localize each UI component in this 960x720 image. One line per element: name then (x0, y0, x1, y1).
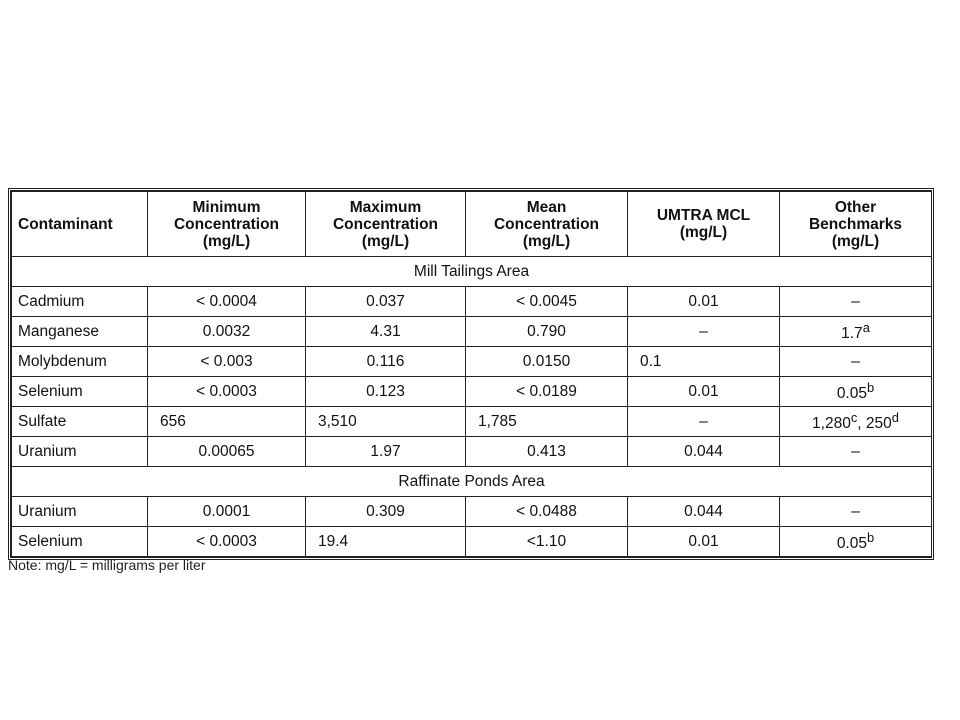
footnote-marker: a (862, 319, 870, 335)
contaminant-cell: Uranium (12, 497, 148, 527)
mean-cell: < 0.0488 (466, 497, 628, 527)
header-maximum: Maximum Concentration (mg/L) (306, 192, 466, 257)
section-title: Raffinate Ponds Area (12, 467, 932, 497)
mean-cell: < 0.0045 (466, 287, 628, 317)
contaminant-cell: Molybdenum (12, 347, 148, 377)
mcl-cell: 0.044 (628, 497, 780, 527)
mcl-cell: 0.01 (628, 527, 780, 557)
header-contaminant: Contaminant (12, 192, 148, 257)
header-other-benchmarks: Other Benchmarks (mg/L) (780, 192, 932, 257)
concentration-table (11, 191, 932, 557)
table-row (12, 287, 932, 317)
other-cell: – (780, 497, 932, 527)
min-cell: 0.0001 (148, 497, 306, 527)
mcl-cell: 0.01 (628, 287, 780, 317)
contaminant-cell: Uranium (12, 437, 148, 467)
max-cell: 0.116 (306, 347, 466, 377)
concentration-table-frame (8, 188, 934, 560)
table-row (12, 527, 932, 557)
footnote-marker: b (866, 529, 875, 545)
table-row (12, 497, 932, 527)
header-umtra-mcl: UMTRA MCL (mg/L) (628, 192, 780, 257)
header-mean: Mean Concentration (mg/L) (466, 192, 628, 257)
mcl-cell: 0.01 (628, 377, 780, 407)
mean-cell: <1.10 (466, 527, 628, 557)
table-note: Note: mg/L = milligrams per liter (8, 557, 206, 573)
section-row-mill-tailings (12, 257, 932, 287)
mean-cell: < 0.0189 (466, 377, 628, 407)
min-cell: < 0.0004 (148, 287, 306, 317)
other-cell: 0.05$^b$ (780, 527, 932, 557)
section-title: Mill Tailings Area (12, 257, 932, 287)
max-cell: 19.4 (306, 527, 466, 557)
mean-cell: 0.790 (466, 317, 628, 347)
mcl-cell: 0.1 (628, 347, 780, 377)
section-row-raffinate-ponds (12, 467, 932, 497)
other-cell: 1,280$^c$, 250$^d$ (780, 407, 932, 437)
table-row (12, 317, 932, 347)
contaminant-cell: Sulfate (12, 407, 148, 437)
min-cell: < 0.0003 (148, 527, 306, 557)
contaminant-cell: Manganese (12, 317, 148, 347)
max-cell: 0.309 (306, 497, 466, 527)
contaminant-cell: Cadmium (12, 287, 148, 317)
header-minimum: Minimum Concentration (mg/L) (148, 192, 306, 257)
mcl-cell: – (628, 407, 780, 437)
table-row (12, 407, 932, 437)
table-row (12, 347, 932, 377)
max-cell: 1.97 (306, 437, 466, 467)
other-cell: 0.05$^b$ (780, 377, 932, 407)
mean-cell: 0.0150 (466, 347, 628, 377)
other-cell: – (780, 287, 932, 317)
min-cell: 656 (148, 407, 306, 437)
footnote-marker: b (866, 379, 875, 395)
mean-cell: 1,785 (466, 407, 628, 437)
max-cell: 0.037 (306, 287, 466, 317)
other-cell: – (780, 347, 932, 377)
max-cell: 0.123 (306, 377, 466, 407)
max-cell: 4.31 (306, 317, 466, 347)
mean-cell: 0.413 (466, 437, 628, 467)
header-row (12, 192, 932, 257)
min-cell: 0.00065 (148, 437, 306, 467)
mcl-cell: 0.044 (628, 437, 780, 467)
max-cell: 3,510 (306, 407, 466, 437)
table-row (12, 377, 932, 407)
min-cell: < 0.0003 (148, 377, 306, 407)
contaminant-cell: Selenium (12, 527, 148, 557)
min-cell: 0.0032 (148, 317, 306, 347)
other-cell: 1.7$^a$ (780, 317, 932, 347)
table-row (12, 437, 932, 467)
min-cell: < 0.003 (148, 347, 306, 377)
table-note-cropped (8, 557, 308, 573)
contaminant-cell: Selenium (12, 377, 148, 407)
other-cell: – (780, 437, 932, 467)
mcl-cell: – (628, 317, 780, 347)
footnote-marker: d (891, 409, 899, 425)
footnote-marker: c (850, 409, 858, 425)
